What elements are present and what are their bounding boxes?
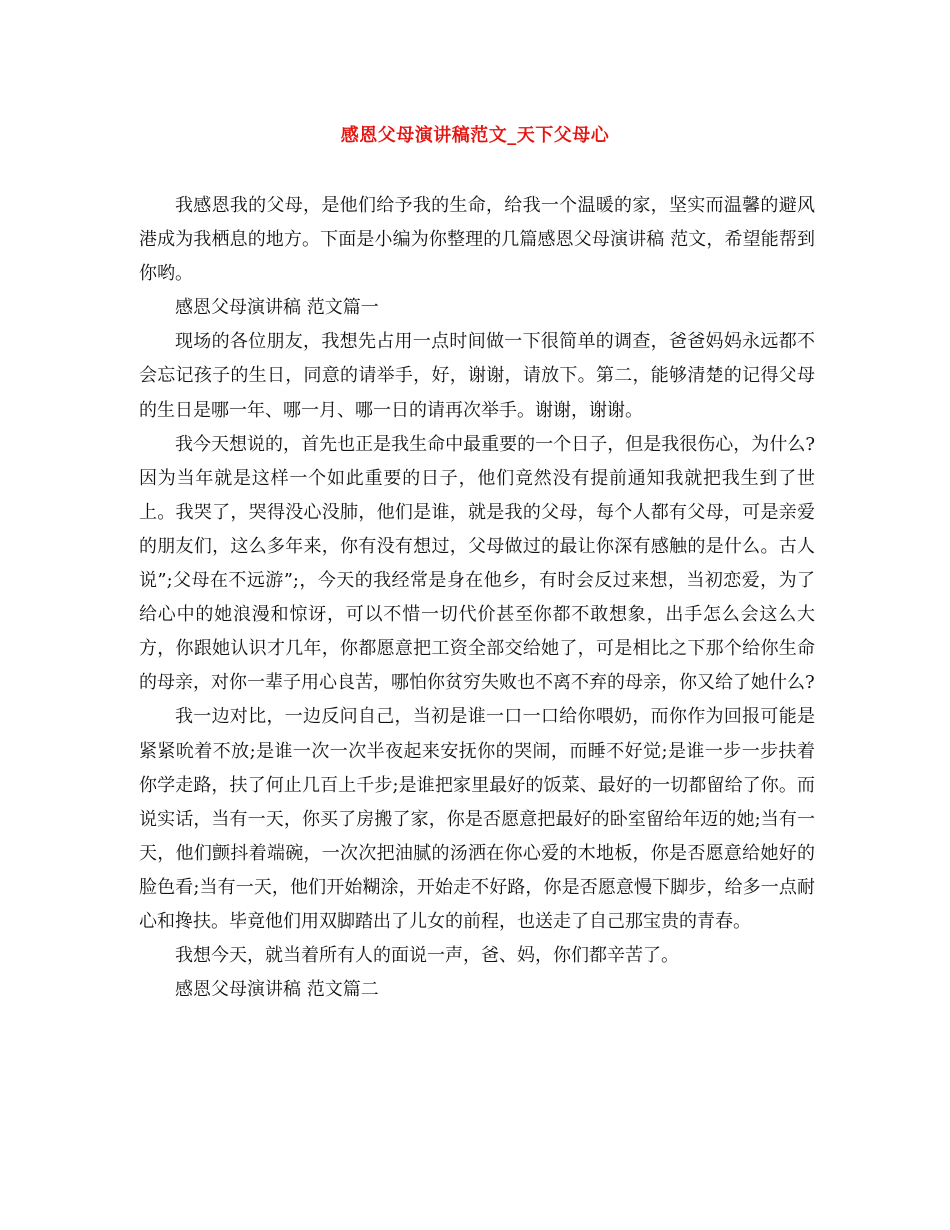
- document-body: [139, 189, 815, 1007]
- section-heading-two: 感恩父母演讲稿 范文篇二: [175, 979, 379, 1001]
- section-heading-one: 感恩父母演讲稿 范文篇一: [175, 297, 379, 319]
- body-paragraph: 我今天想说的，首先也正是我生命中最重要的一个日子，但是我很伤心，为什么?因为当年就是这样一个如此重要的日子，他们竟然没有提前通知我就把我生到了世上。我哭了，哭得没心没肺，他们是谁，就是我的父母，每个人都有父母，可是亲爱的朋友们，这么多年来，你有没有想过，父母做过的最让你深有感触的是什么。古人说”;父母在不远游”;，今天的我经常是身在他乡，有时会反过来想，当初恋爱，为了给心中的她浪漫和惊讶，可以不惜一切代价甚至你都不敢想象，出手怎么会这么大方，你跟她认识才几年，你都愿意把工资全部交给她了，可是相比之下那个给你生命的母亲，对你一辈子用心良苦，哪怕你贫穷失败也不离不弃的母亲，你又给了她什么?: [139, 433, 815, 694]
- document-title: 感恩父母演讲稿范文_天下父母心: [340, 125, 610, 146]
- body-paragraph: 我一边对比，一边反问自己，当初是谁一口一口给你喂奶，而你作为回报可能是紧紧吮着不放;是谁一次一次半夜起来安抚你的哭闹，而睡不好觉;是谁一步一步扶着你学走路，扶了何止几百上千步;是谁把家里最好的饭菜、最好的一切都留给了你。而说实话，当有一天，你买了房搬了家，你是否愿意把最好的卧室留给年迈的她;当有一天，他们颤抖着端碗，一次次把油腻的汤洒在你心爱的木地板，你是否愿意给她好的脸色看;当有一天，他们开始糊涂，开始走不好路，你是否愿意慢下脚步，给多一点耐心和搀扶。毕竟他们用双脚踏出了儿女的前程，也送走了自己那宝贵的青春。: [139, 706, 815, 932]
- body-paragraph: 我想今天，就当着所有人的面说一声，爸、妈，你们都辛苦了。: [175, 945, 679, 967]
- intro-paragraph: 我感恩我的父母，是他们给予我的生命，给我一个温暖的家，坚实而温馨的避风港成为我栖息的地方。下面是小编为你整理的几篇感恩父母演讲稿 范文，希望能帮到你哟。: [139, 195, 815, 285]
- body-paragraph: 现场的各位朋友，我想先占用一点时间做一下很简单的调查，爸爸妈妈永远都不会忘记孩子的生日，同意的请举手，好，谢谢，请放下。第二，能够清楚的记得父母的生日是哪一年、哪一月、哪一日的请再次举手。谢谢，谢谢。: [139, 331, 815, 421]
